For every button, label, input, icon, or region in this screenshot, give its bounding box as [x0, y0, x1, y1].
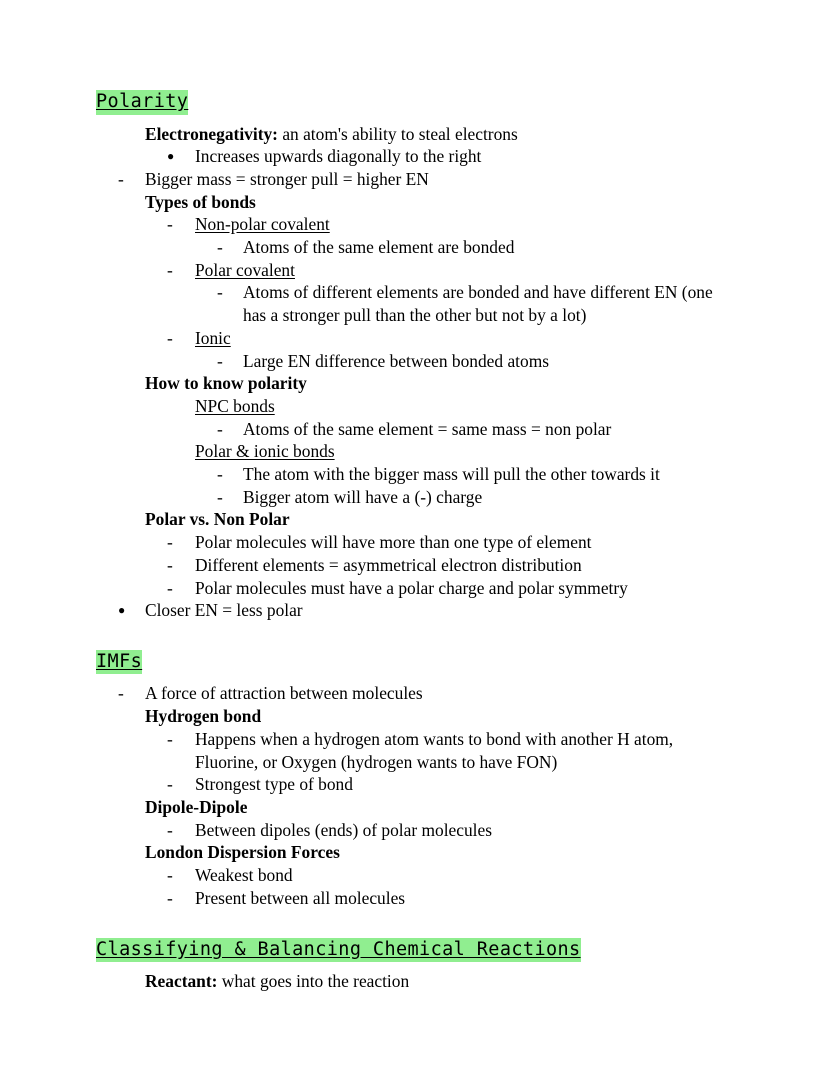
bigger-mass-text: Bigger mass = stronger pull = higher EN: [145, 168, 429, 189]
dash-bullet-icon: -: [167, 259, 173, 280]
types-of-bonds-label: Types of bonds: [145, 191, 256, 212]
dash-bullet-icon: -: [167, 887, 173, 908]
how-to-know-polarity-label: How to know polarity: [145, 373, 307, 394]
npc-bonds-detail-text: Atoms of the same element = same mass = non polar: [243, 418, 612, 439]
polar-ionic-detail-2-text: Bigger atom will have a (-) charge: [243, 486, 483, 507]
dash-bullet-icon: -: [217, 282, 223, 303]
dash-bullet-icon: -: [167, 577, 173, 598]
london-label: London Dispersion Forces: [145, 842, 340, 863]
list-item-polar-covalent-detail: [96, 281, 736, 326]
subheading-types-of-bonds: [96, 191, 736, 214]
reactant-line: [145, 970, 736, 993]
electronegativity-line: [145, 123, 736, 146]
reactant-text: what goes into the reaction: [217, 971, 410, 991]
document-content: [96, 90, 736, 993]
dipole-dipole-label: Dipole-Dipole: [145, 796, 248, 817]
section-heading-classifying-row: [96, 938, 736, 963]
list-item-bigger-mass: [96, 168, 736, 191]
section-heading-imfs-row: [96, 650, 736, 675]
section-heading-polarity-row: [96, 90, 736, 115]
section-heading-imfs: IMFs: [96, 650, 142, 675]
increases-text: Increases upwards diagonally to the right: [195, 146, 482, 167]
closer-en-text: Closer EN = less polar: [145, 600, 303, 621]
dash-bullet-icon: -: [167, 728, 173, 749]
spacer: [96, 115, 736, 123]
dash-bullet-icon: -: [167, 214, 173, 235]
dash-bullet-icon: -: [217, 350, 223, 371]
polar-vs-1-text: Polar molecules will have more than one type of element: [195, 532, 592, 553]
dash-bullet-icon: -: [167, 554, 173, 575]
dash-bullet-icon: -: [217, 464, 223, 485]
list-item-polar-vs-3: [96, 577, 736, 600]
dash-bullet-icon: -: [217, 486, 223, 507]
reactant-label: Reactant:: [145, 971, 218, 991]
list-item-hydrogen-bond-2: [96, 773, 736, 796]
subheading-polar-vs-non-polar: [96, 508, 736, 531]
list-item-polar-vs-1: [96, 531, 736, 554]
list-item-london-2: [96, 887, 736, 910]
ionic-detail-text: Large EN difference between bonded atoms: [243, 350, 549, 371]
dash-bullet-icon: -: [118, 168, 124, 189]
spacer: [96, 622, 736, 650]
list-item-non-polar-covalent-detail: [96, 236, 736, 259]
dash-bullet-icon: -: [167, 532, 173, 553]
polar-covalent-text: Polar covalent: [195, 259, 295, 280]
npc-bonds-text: NPC bonds: [195, 395, 275, 416]
list-item-ionic-detail: [96, 350, 736, 373]
dash-bullet-icon: -: [217, 418, 223, 439]
spacer: [96, 962, 736, 970]
dash-bullet-icon: -: [167, 865, 173, 886]
electronegativity-text: an atom's ability to steal electrons: [277, 123, 518, 144]
list-item-polar-ionic-bonds: [96, 440, 736, 463]
dot-bullet-icon: ●: [167, 149, 175, 164]
list-item-polar-vs-2: [96, 554, 736, 577]
subheading-dipole-dipole: [96, 796, 736, 819]
polar-ionic-bonds-text: Polar & ionic bonds: [195, 441, 335, 462]
subheading-hydrogen-bond: [96, 705, 736, 728]
list-item-polar-ionic-detail-2: [96, 486, 736, 509]
dash-bullet-icon: -: [167, 327, 173, 348]
hydrogen-bond-label: Hydrogen bond: [145, 706, 262, 727]
subheading-london-dispersion-forces: [96, 841, 736, 864]
list-item-npc-bonds-detail: [96, 418, 736, 441]
list-item-polar-covalent: [96, 259, 736, 282]
list-item-closer-en: [96, 599, 736, 622]
polar-vs-non-polar-label: Polar vs. Non Polar: [145, 509, 290, 530]
dipole-dipole-1-text: Between dipoles (ends) of polar molecules: [195, 819, 492, 840]
dash-bullet-icon: -: [118, 683, 124, 704]
dot-bullet-icon: ●: [118, 603, 126, 618]
list-item-npc-bonds: [96, 395, 736, 418]
list-item-hydrogen-bond-1: [96, 728, 736, 773]
dash-bullet-icon: -: [167, 774, 173, 795]
non-polar-covalent-text: Non-polar covalent: [195, 214, 330, 235]
polar-ionic-detail-1-text: The atom with the bigger mass will pull the other towards it: [243, 464, 660, 485]
list-item-dipole-dipole-1: [96, 819, 736, 842]
electronegativity-label: Electronegativity:: [145, 123, 278, 144]
dash-bullet-icon: -: [217, 237, 223, 258]
list-item-reactant: [96, 970, 736, 993]
imf-definition-text: A force of attraction between molecules: [145, 683, 423, 704]
ionic-text: Ionic: [195, 327, 231, 348]
section-heading-classifying-balancing-chemical-reactions: Classifying & Balancing Chemical Reactions: [96, 938, 581, 963]
list-item-electronegativity: [96, 123, 736, 146]
non-polar-covalent-detail-text: Atoms of the same element are bonded: [243, 237, 515, 258]
london-1-text: Weakest bond: [195, 865, 293, 886]
list-item-increases: [96, 145, 736, 168]
list-item-imf-definition: [96, 682, 736, 705]
subheading-how-to-know-polarity: [96, 372, 736, 395]
hydrogen-bond-2-text: Strongest type of bond: [195, 774, 353, 795]
hydrogen-bond-1-text: Happens when a hydrogen atom wants to bond with another H atom, Fluorine, or Oxygen (hydrogen wants to have FON): [195, 728, 674, 772]
polar-covalent-detail-text: Atoms of different elements are bonded and have different EN (one has a stronger pull than the other but not by a lot): [243, 282, 713, 326]
list-item-ionic: [96, 327, 736, 350]
dash-bullet-icon: -: [167, 819, 173, 840]
list-item-non-polar-covalent: [96, 213, 736, 236]
list-item-london-1: [96, 864, 736, 887]
section-heading-polarity: Polarity: [96, 90, 188, 115]
list-item-polar-ionic-detail-1: [96, 463, 736, 486]
spacer: [96, 674, 736, 682]
polar-vs-3-text: Polar molecules must have a polar charge and polar symmetry: [195, 577, 628, 598]
spacer: [96, 910, 736, 938]
london-2-text: Present between all molecules: [195, 887, 406, 908]
polar-vs-2-text: Different elements = asymmetrical electron distribution: [195, 554, 582, 575]
